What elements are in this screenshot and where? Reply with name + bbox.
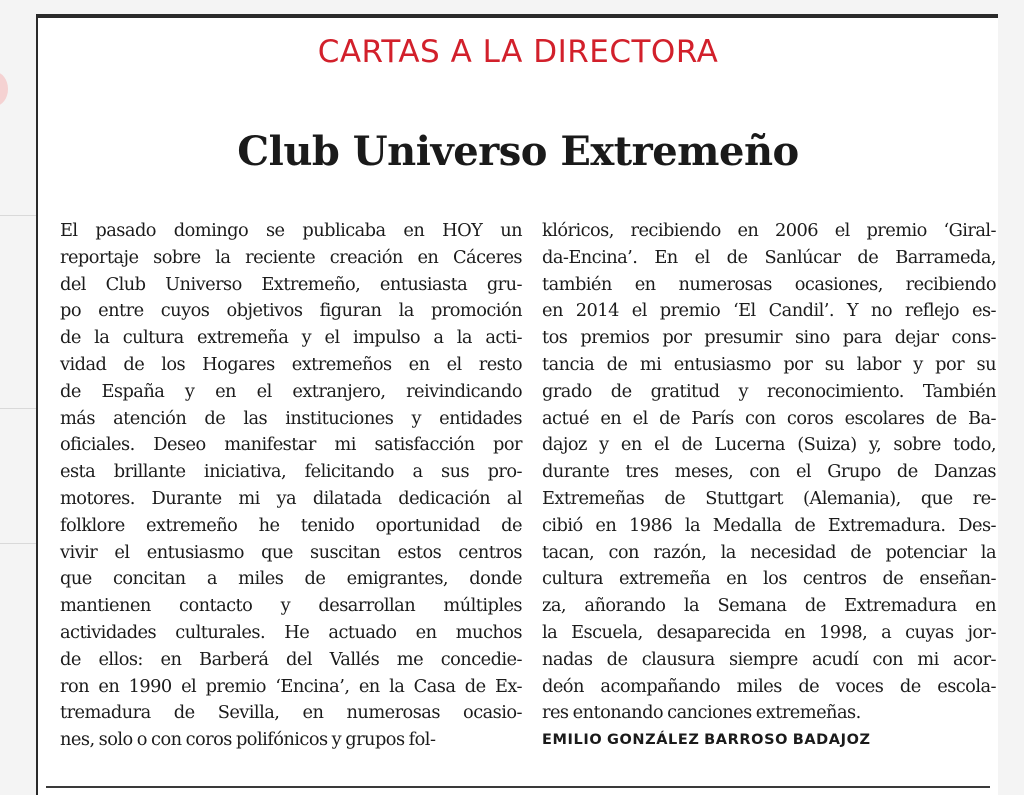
article-text-line: del Club Universo Extremeño, entusiasta gru- [60,273,522,295]
article-column-right [542,218,996,754]
article-text-line: ron en 1990 el premio ‘Encina’, en la Casa de Ex- [60,675,522,697]
article-column-left [60,218,522,754]
article-text-line: también en numerosas ocasiones, recibiendo [542,273,996,295]
background-divider [0,408,36,409]
article-text-line: grado de gratitud y reconocimiento. También [542,380,996,402]
article-text-line: res entonando canciones extremeñas. [542,702,861,724]
background-page-mark [0,72,8,106]
article-text-line: tancia de mi entusiasmo por su labor y por su [542,353,996,375]
article-text-line: klóricos, recibiendo en 2006 el premio ‘Giral- [542,220,996,241]
article-text-line: deón acompañando miles de voces de escola- [542,675,996,697]
article-text-line: vivir el entusiasmo que suscitan estos centros [60,541,522,563]
article-text-line: durante tres meses, con el Grupo de Danzas [542,461,996,483]
article-text-line: más atención de las instituciones y entidades [60,407,522,429]
article-headline: Club Universo Extremeño [237,128,799,175]
article-text-line: Extremeñas de Stuttgart (Alemania), que re- [542,487,996,509]
article-text-line: cibió en 1986 la Medalla de Extremadura. Des- [542,514,996,536]
article-text-line: nes, solo o con coros polifónicos y grupos fol- [60,729,436,751]
article-text-line: motores. Durante mi ya dilatada dedicación al [60,487,522,509]
article-text-line: en 2014 el premio ‘El Candil’. Y no reflejo es- [542,300,996,322]
article-text-line: nadas de clausura siempre acudí con mi acor- [542,648,996,670]
article-text-line: de ellos: en Barberá del Vallés me concedie- [60,648,522,670]
article-text-line: dajoz y en el de Lucerna (Suiza) y, sobre todo, [542,434,996,456]
article-text-line: que concitan a miles de emigrantes, donde [60,568,522,590]
background-divider [0,543,36,544]
article-text-line: vidad de los Hogares extremeños en el resto [60,353,522,375]
article-text-line: de la cultura extremeña y el impulso a la acti- [60,327,522,349]
article-text-line: actué en el de París con coros escolares de Ba- [542,407,996,429]
article-text-line: la Escuela, desaparecida en 1998, a cuyas jor- [542,621,996,643]
article-text-line: mantienen contacto y desarrollan múltiples [60,595,522,617]
article-text-line: da-Encina’. En el de Sanlúcar de Barrameda, [542,246,996,268]
article-text-line: cultura extremeña en los centros de enseñan- [542,568,996,590]
article-text-line: po entre cuyos objetivos figuran la promoción [60,300,522,322]
bottom-rule [46,786,990,788]
background-divider [0,215,36,216]
article-text-line: reportaje sobre la reciente creación en Cáceres [60,246,522,268]
section-title: CARTAS A LA DIRECTORA [317,34,719,70]
article-text-line: za, añorando la Semana de Extremadura en [542,595,996,617]
article-text-line: tremadura de Sevilla, en numerosas ocasio- [60,702,522,724]
article-text-line: tacan, con razón, la necesidad de potenciar la [542,541,996,563]
letter-signature: EMILIO GONZÁLEZ BARROSO BADAJOZ [542,732,871,749]
newspaper-clipping [36,14,998,795]
article-text-line: actividades culturales. He actuado en muchos [60,621,522,643]
article-text-line: tos premios por presumir sino para dejar cons- [542,327,996,349]
article-text-line: El pasado domingo se publicaba en HOY un [60,220,522,241]
article-text-line: oficiales. Deseo manifestar mi satisfacción por [60,434,522,456]
article-text-line: de España y en el extranjero, reivindicando [60,380,522,402]
article-text-line: esta brillante iniciativa, felicitando a sus pro- [60,461,522,483]
article-text-line: folklore extremeño he tenido oportunidad de [60,514,522,536]
